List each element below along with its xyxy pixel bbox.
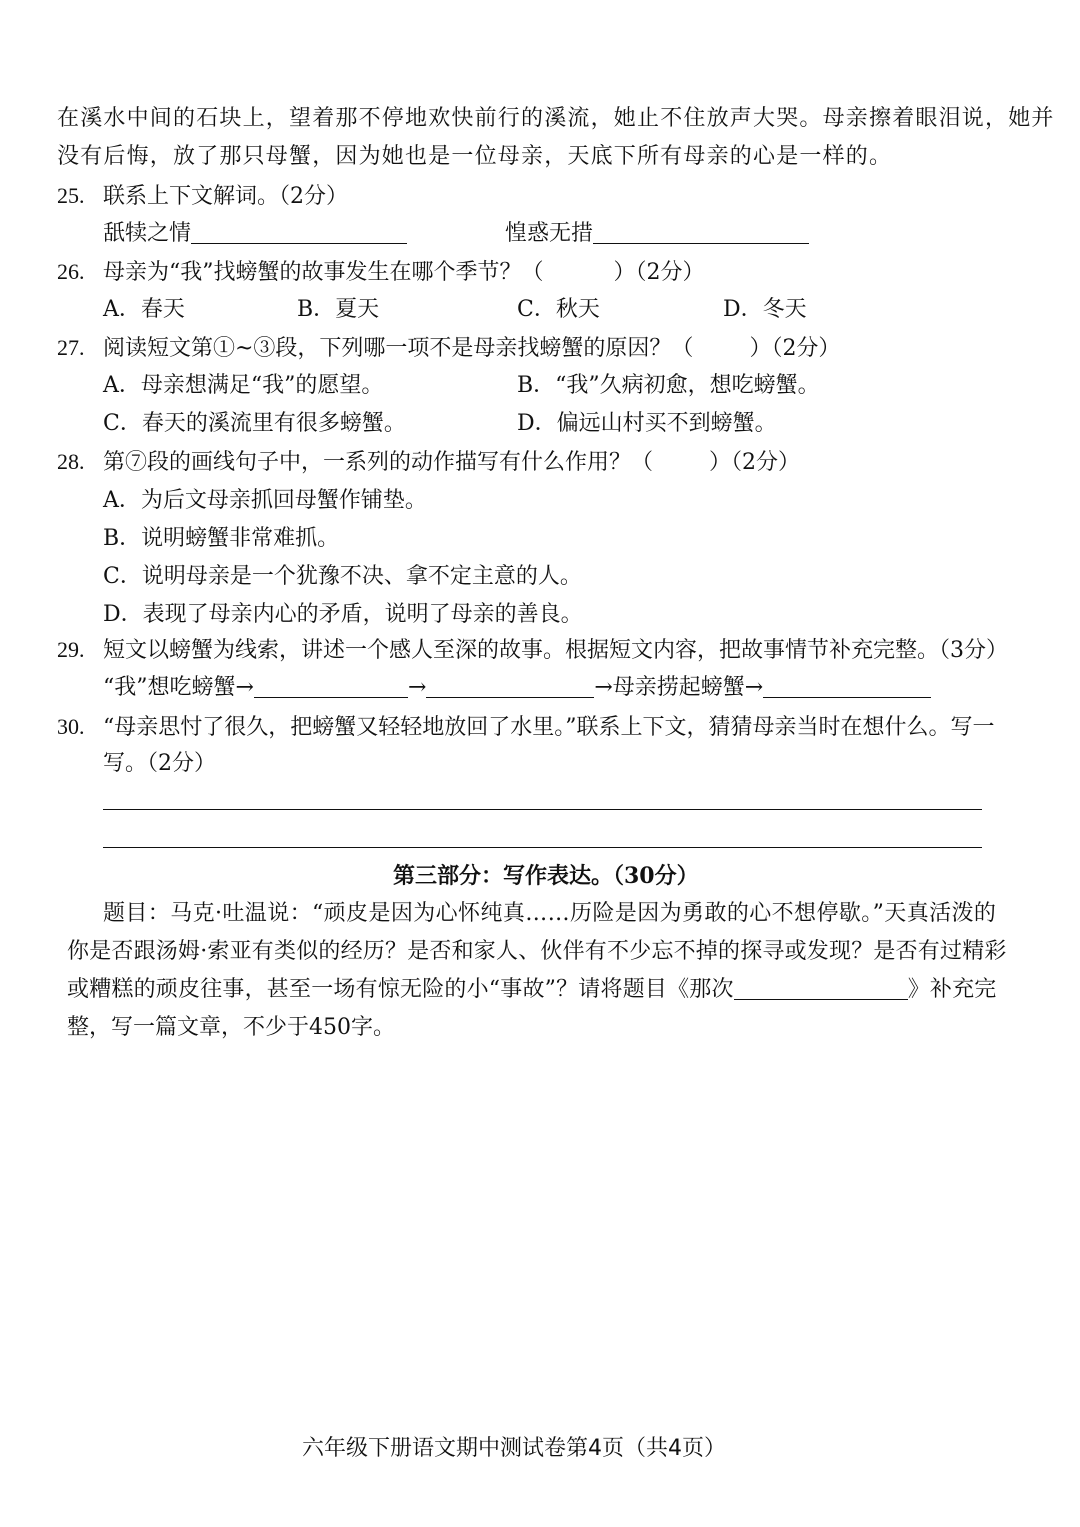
question-number: 25. (57, 183, 85, 208)
answer-line-2[interactable] (103, 847, 982, 848)
question-text: “母亲思忖了很久，把螃蟹又轻轻地放回了水里。”联系上下文，猜猜母亲当时在想什么。写一 (103, 715, 995, 740)
q28-option-a: A．为后文母亲抓回母蟹作铺垫。 (103, 488, 427, 513)
question-30-cont: 写。（2分） (103, 751, 216, 776)
question-score: ）（2分） (613, 260, 705, 285)
question-29 (57, 635, 1008, 666)
question-text: 联系上下文解词。（2分） (103, 184, 348, 209)
question-30 (57, 712, 995, 743)
question-28 (57, 447, 800, 478)
question-text: 阅读短文第①~③段，下列哪一项不是母亲找螃蟹的原因？（ (103, 336, 694, 361)
plot-step-3: →母亲捞起螃蟹→ (594, 675, 764, 700)
writing-prompt-line-3 (67, 975, 997, 1005)
question-score: ）（2分） (749, 336, 841, 361)
q26-option-d: D．冬天 (723, 297, 807, 322)
q26-option-b: B．夏天 (297, 297, 380, 322)
title-blank[interactable] (734, 977, 908, 1000)
question-27 (57, 333, 840, 364)
writing-prompt-line-4: 整，写一篇文章，不少于450字。 (67, 1015, 395, 1040)
answer-blank[interactable] (191, 221, 407, 244)
answer-line-1[interactable] (103, 809, 982, 810)
plot-blank-3[interactable] (763, 675, 931, 698)
q26-option-a: A．春天 (103, 297, 185, 322)
passage-line-2: 没有后悔，放了那只母蟹，因为她也是一位母亲，天底下所有母亲的心是一样的。 (57, 144, 893, 169)
writing-prompt-line-1: 题目：马克·吐温说：“顽皮是因为心怀纯真……历险是因为勇敢的心不想停歇。”天真活泼的 (103, 901, 997, 926)
question-26 (57, 257, 705, 288)
question-text: 第⑦段的画线句子中，一系列的动作描写有什么作用？（ (103, 450, 654, 475)
plot-step-1: “我”想吃螃蟹→ (103, 675, 254, 700)
passage-line-1: 在溪水中间的石块上，望着那不停地欢快前行的溪流，她止不住放声大哭。母亲擦着眼泪说，她并 (57, 106, 1055, 131)
answer-blank[interactable] (593, 221, 809, 244)
plot-arrow: → (407, 675, 427, 700)
question-number: 26. (57, 259, 85, 284)
question-text: 母亲为“我”找螃蟹的故事发生在哪个季节？（ (103, 260, 544, 285)
writing-prompt-line-2: 你是否跟汤姆·索亚有类似的经历？是否和家人、伙伴有不少忘不掉的探寻或发现？是否有过精彩 (67, 939, 1007, 964)
question-number: 29. (57, 637, 85, 662)
question-text: 短文以螃蟹为线索，讲述一个感人至深的故事。根据短文内容，把故事情节补充完整。（3分） (103, 638, 1009, 663)
page-footer: 六年级下册语文期中测试卷第4页（共4页） (302, 1436, 726, 1461)
question-number: 27. (57, 335, 85, 360)
q28-option-b: B．说明螃蟹非常难抓。 (103, 526, 340, 551)
term-label: 惶惑无措 (505, 221, 594, 246)
q28-option-c: C．说明母亲是一个犹豫不决、拿不定主意的人。 (103, 564, 582, 589)
q27-option-b: B．“我”久病初愈，想吃螃蟹。 (517, 373, 820, 398)
term-label: 舐犊之情 (103, 221, 192, 246)
q27-option-d: D．偏远山村买不到螃蟹。 (517, 411, 777, 436)
question-25 (57, 181, 348, 212)
question-number: 30. (57, 714, 85, 739)
q27-option-c: C．春天的溪流里有很多螃蟹。 (103, 411, 406, 436)
q25-term-2 (505, 219, 809, 249)
q26-option-c: C．秋天 (517, 297, 600, 322)
q27-option-a: A．母亲想满足“我”的愿望。 (103, 373, 384, 398)
plot-blank-1[interactable] (254, 675, 408, 698)
prompt-text: 或糟糕的顽皮往事，甚至一场有惊无险的小“事故”？请将题目《那次 (67, 977, 734, 1002)
question-score: ）（2分） (709, 450, 801, 475)
section-title: 第三部分：写作表达。（30分） (393, 863, 699, 889)
prompt-text: 》补充完 (907, 977, 997, 1002)
q29-plot-chain (103, 673, 931, 703)
question-number: 28. (57, 449, 85, 474)
q28-option-d: D．表现了母亲内心的矛盾，说明了母亲的善良。 (103, 602, 583, 627)
plot-blank-2[interactable] (426, 675, 594, 698)
q25-term-1 (103, 219, 407, 249)
